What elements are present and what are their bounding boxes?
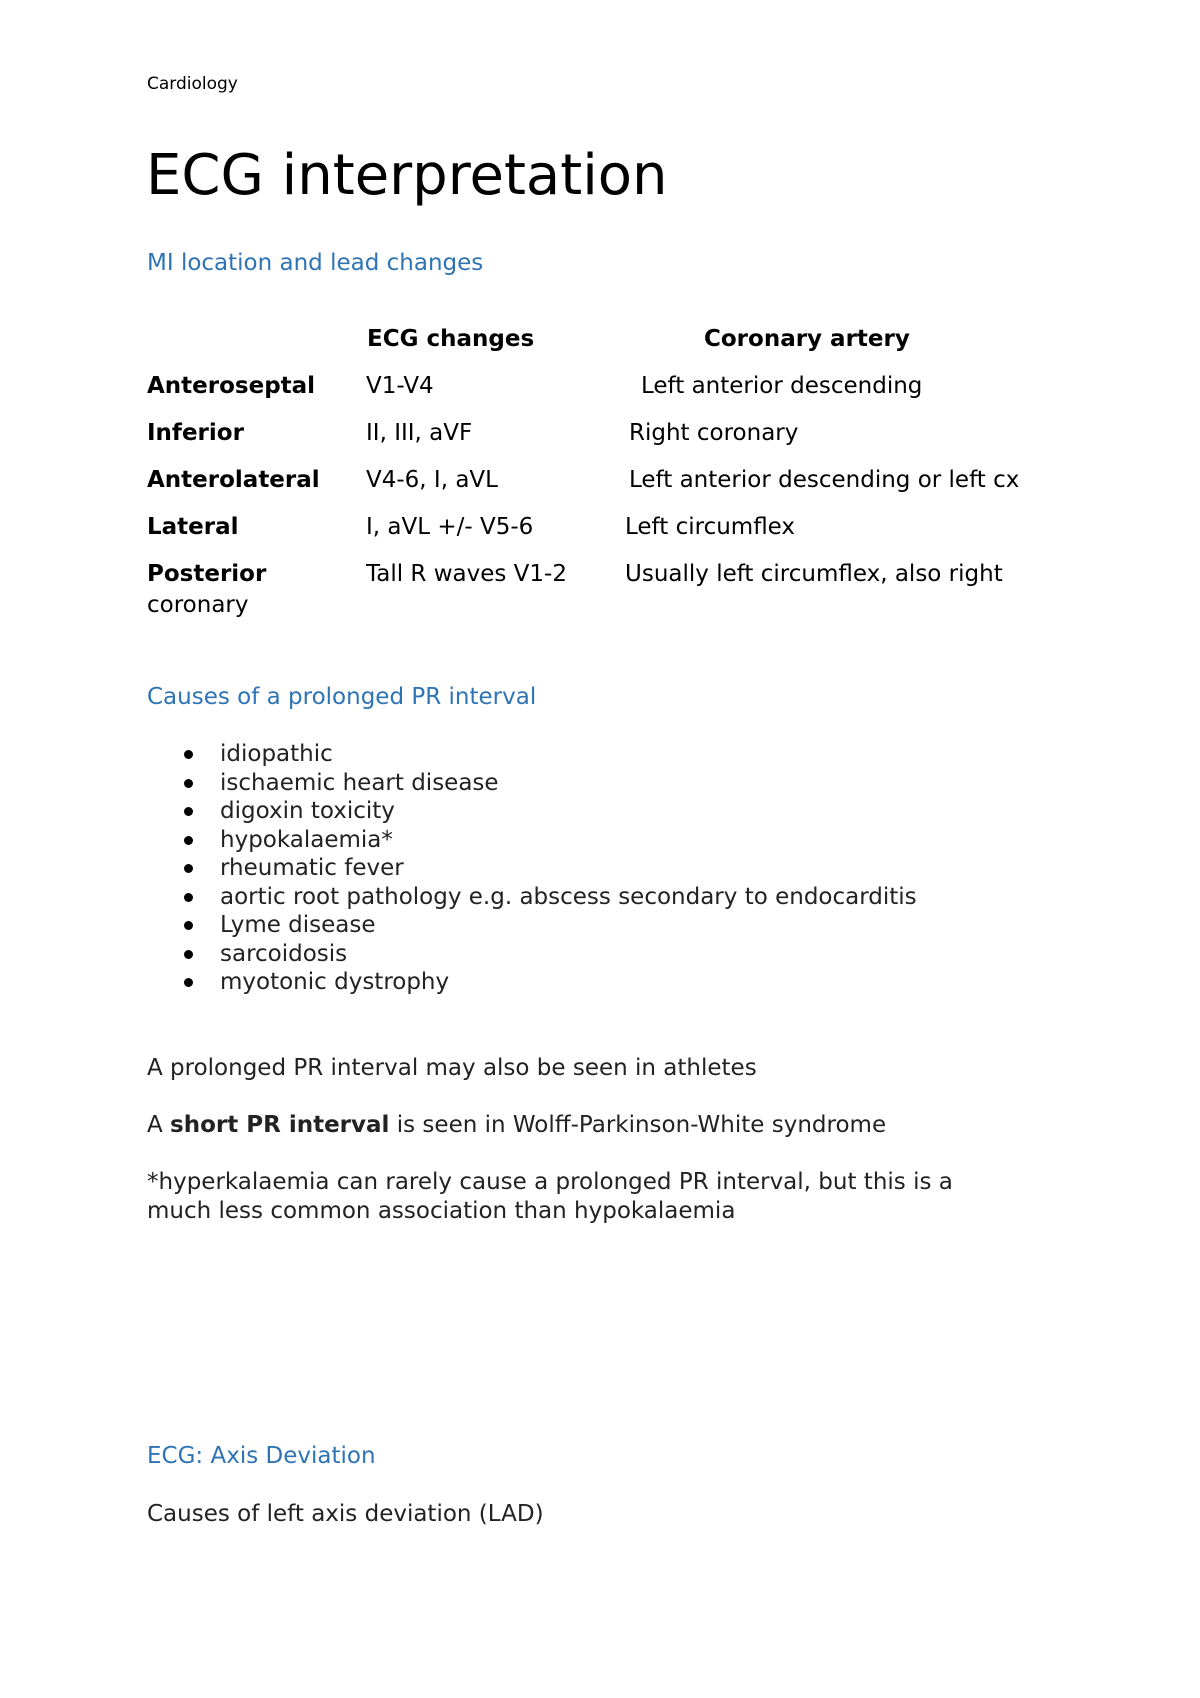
bullet-icon <box>184 950 193 959</box>
row-location-posterior: Posterior <box>147 561 267 587</box>
row-ecg-posterior: Tall R waves V1-2 <box>366 561 567 587</box>
list-item: digoxin toxicity <box>147 797 917 826</box>
short-pr-prefix: A <box>147 1112 171 1138</box>
list-item: rheumatic fever <box>147 854 917 883</box>
bullet-icon <box>184 779 193 788</box>
pr-section-heading: Causes of a prolonged PR interval <box>147 684 537 710</box>
page-header-label: Cardiology <box>147 74 238 94</box>
column-header-coronary-artery: Coronary artery <box>704 326 910 352</box>
bullet-icon <box>184 864 193 873</box>
row-ecg-lateral: I, aVL +/- V5-6 <box>366 514 534 540</box>
pr-causes-list <box>147 740 917 997</box>
hyperkalaemia-footnote <box>147 1168 953 1225</box>
row-artery-anterolateral: Left anterior descending or left cx <box>629 467 1020 493</box>
footnote-line-1: *hyperkalaemia can rarely cause a prolonged PR interval, but this is a <box>147 1169 953 1195</box>
row-artery-anteroseptal: Left anterior descending <box>641 373 923 399</box>
row-location-anterolateral: Anterolateral <box>147 467 320 493</box>
row-ecg-anteroseptal: V1-V4 <box>366 373 434 399</box>
list-item: myotonic dystrophy <box>147 968 917 997</box>
short-pr-bold: short PR interval <box>170 1112 390 1138</box>
row-ecg-anterolateral: V4-6, I, aVL <box>366 467 498 493</box>
row-artery-lateral: Left circumflex <box>625 514 796 540</box>
axis-section-heading: ECG: Axis Deviation <box>147 1443 376 1469</box>
list-item: aortic root pathology e.g. abscess secondary to endocarditis <box>147 883 917 912</box>
bullet-icon <box>184 978 193 987</box>
row-location-anteroseptal: Anteroseptal <box>147 373 316 399</box>
row-artery-posterior: Usually left circumflex, also right <box>625 561 1003 587</box>
bullet-icon <box>184 807 193 816</box>
list-item: ischaemic heart disease <box>147 769 917 798</box>
list-item: hypokalaemia* <box>147 826 917 855</box>
list-item: idiopathic <box>147 740 917 769</box>
athletes-note: A prolonged PR interval may also be seen in athletes <box>147 1055 757 1081</box>
list-item: Lyme disease <box>147 911 917 940</box>
footnote-line-2: much less common association than hypokalaemia <box>147 1197 736 1224</box>
short-pr-note <box>147 1111 886 1140</box>
document-title: ECG interpretation <box>146 143 668 208</box>
list-item: sarcoidosis <box>147 940 917 969</box>
bullet-icon <box>184 921 193 930</box>
row-artery-posterior-wrap: coronary <box>147 592 249 618</box>
mi-section-heading: MI location and lead changes <box>147 250 484 276</box>
row-location-inferior: Inferior <box>147 420 244 446</box>
short-pr-suffix: is seen in Wolff-Parkinson-White syndrome <box>389 1112 887 1138</box>
row-artery-inferior: Right coronary <box>629 420 799 446</box>
row-ecg-inferior: II, III, aVF <box>366 420 473 446</box>
bullet-icon <box>184 893 193 902</box>
bullet-icon <box>184 836 193 845</box>
lad-causes-subheading: Causes of left axis deviation (LAD) <box>147 1501 544 1527</box>
column-header-ecg-changes: ECG changes <box>367 326 535 352</box>
bullet-icon <box>184 750 193 759</box>
row-location-lateral: Lateral <box>147 514 239 540</box>
